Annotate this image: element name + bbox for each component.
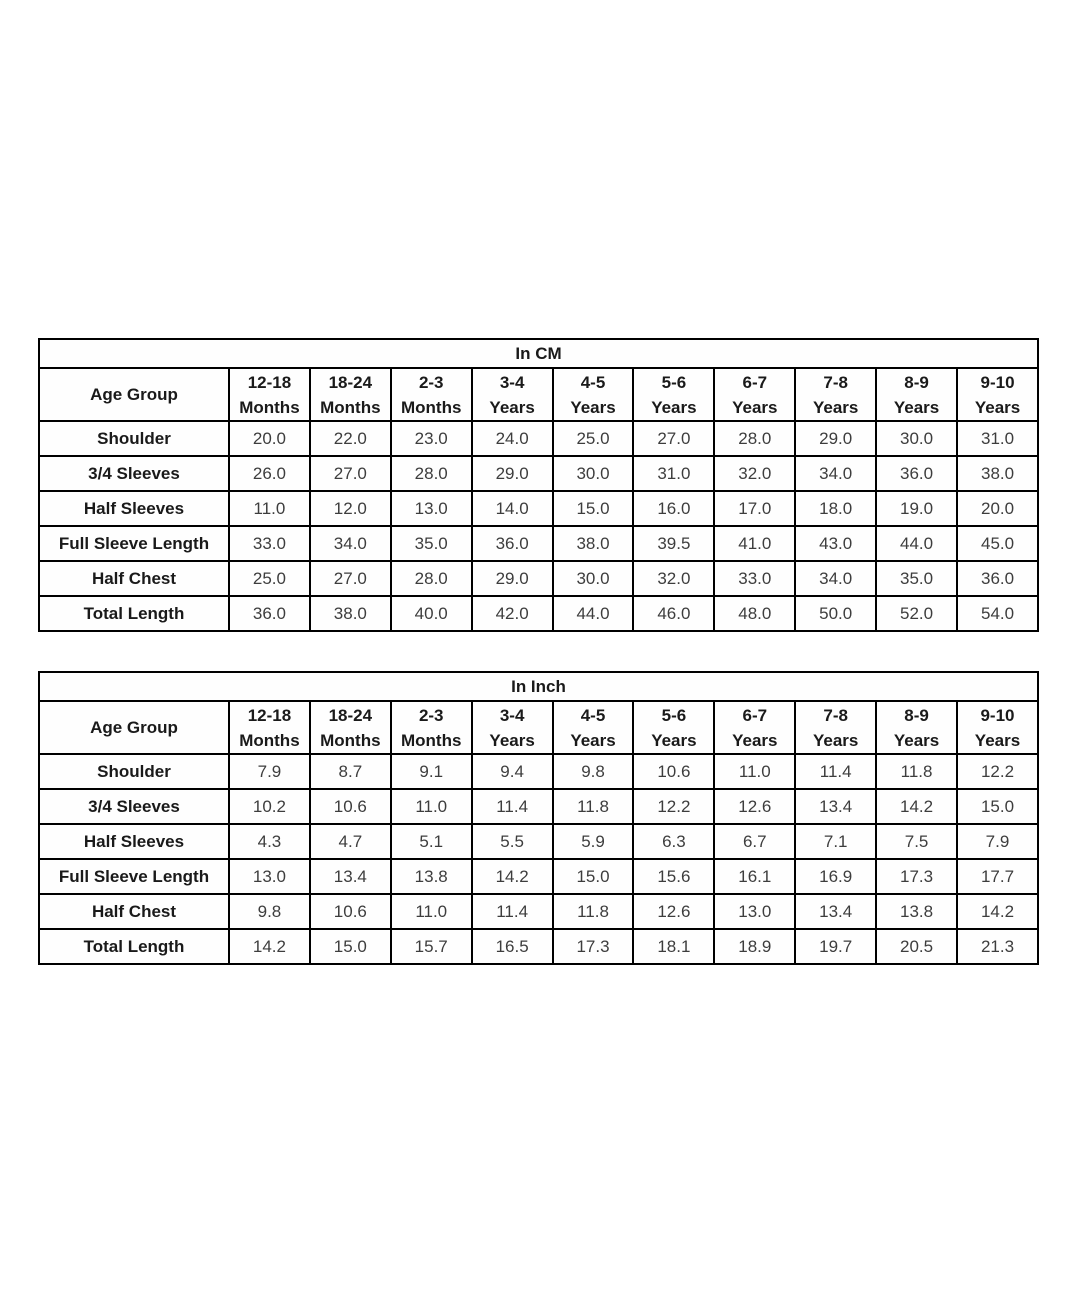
value-cell: 13.4 [310, 859, 391, 894]
value-cell: 12.6 [633, 894, 714, 929]
row-label: Half Sleeves [39, 824, 229, 859]
column-header-line2: Years [893, 397, 940, 417]
value-cell: 9.8 [553, 754, 634, 789]
value-cell: 13.0 [391, 491, 472, 526]
value-cell: 26.0 [229, 456, 310, 491]
column-header-line2: Months [239, 730, 300, 750]
value-cell: 24.0 [472, 421, 553, 456]
column-header-line2: Months [239, 397, 300, 417]
column-header-line2: Months [320, 397, 381, 417]
table-row [39, 561, 1038, 596]
value-cell: 15.0 [957, 789, 1038, 824]
row-label: 3/4 Sleeves [39, 456, 229, 491]
column-header-line2: Years [893, 730, 940, 750]
value-cell: 34.0 [795, 561, 876, 596]
value-cell: 13.4 [795, 894, 876, 929]
column-header-row [39, 368, 1038, 421]
column-header-line2: Years [489, 730, 535, 750]
value-cell: 22.0 [310, 421, 391, 456]
value-cell: 43.0 [795, 526, 876, 561]
value-cell: 27.0 [633, 421, 714, 456]
column-header-line1: 6-7 [742, 372, 768, 392]
value-cell: 11.4 [795, 754, 876, 789]
column-header [876, 701, 957, 754]
value-cell: 36.0 [876, 456, 957, 491]
value-cell: 25.0 [553, 421, 634, 456]
value-cell: 17.3 [553, 929, 634, 964]
value-cell: 38.0 [553, 526, 634, 561]
value-cell: 18.9 [714, 929, 795, 964]
table-row [39, 491, 1038, 526]
column-header-line2: Years [570, 730, 616, 750]
value-cell: 14.2 [957, 894, 1038, 929]
column-header-row [39, 701, 1038, 754]
column-header [310, 368, 391, 421]
value-cell: 27.0 [310, 561, 391, 596]
row-label: Full Sleeve Length [39, 859, 229, 894]
value-cell: 4.3 [229, 824, 310, 859]
value-cell: 44.0 [876, 526, 957, 561]
value-cell: 31.0 [633, 456, 714, 491]
value-cell: 36.0 [472, 526, 553, 561]
value-cell: 5.5 [472, 824, 553, 859]
value-cell: 11.0 [714, 754, 795, 789]
value-cell: 28.0 [391, 561, 472, 596]
value-cell: 13.4 [795, 789, 876, 824]
value-cell: 6.7 [714, 824, 795, 859]
column-header-line1: 4-5 [580, 372, 606, 392]
column-header-line2: Months [401, 397, 462, 417]
column-header-line2: Months [401, 730, 462, 750]
value-cell: 52.0 [876, 596, 957, 631]
table-row [39, 789, 1038, 824]
column-header-line1: 5-6 [661, 372, 687, 392]
column-header [795, 701, 876, 754]
value-cell: 36.0 [957, 561, 1038, 596]
value-cell: 29.0 [795, 421, 876, 456]
table-title: In CM [39, 339, 1038, 368]
value-cell: 14.2 [876, 789, 957, 824]
value-cell: 7.5 [876, 824, 957, 859]
value-cell: 16.5 [472, 929, 553, 964]
value-cell: 29.0 [472, 561, 553, 596]
value-cell: 10.6 [310, 789, 391, 824]
column-header [795, 368, 876, 421]
value-cell: 14.2 [229, 929, 310, 964]
value-cell: 54.0 [957, 596, 1038, 631]
table-row [39, 754, 1038, 789]
column-header-line1: 12-18 [247, 705, 292, 725]
column-header [391, 701, 472, 754]
value-cell: 45.0 [957, 526, 1038, 561]
value-cell: 42.0 [472, 596, 553, 631]
value-cell: 19.0 [876, 491, 957, 526]
table-row [39, 929, 1038, 964]
row-label: Total Length [39, 929, 229, 964]
table-title-row [39, 339, 1038, 368]
table-row [39, 526, 1038, 561]
value-cell: 27.0 [310, 456, 391, 491]
row-label: Half Chest [39, 561, 229, 596]
column-header [229, 701, 310, 754]
column-header-line1: 8-9 [904, 372, 929, 392]
value-cell: 44.0 [553, 596, 634, 631]
value-cell: 13.8 [876, 894, 957, 929]
value-cell: 30.0 [553, 561, 634, 596]
value-cell: 28.0 [391, 456, 472, 491]
value-cell: 18.0 [795, 491, 876, 526]
value-cell: 20.5 [876, 929, 957, 964]
value-cell: 9.8 [229, 894, 310, 929]
value-cell: 32.0 [714, 456, 795, 491]
value-cell: 48.0 [714, 596, 795, 631]
size-table-cm [38, 338, 1039, 632]
column-header-line2: Years [974, 397, 1021, 417]
value-cell: 5.1 [391, 824, 472, 859]
column-header-line1: 18-24 [328, 705, 373, 725]
column-header-line1: 9-10 [980, 705, 1015, 725]
column-header-line1: 12-18 [247, 372, 292, 392]
column-header-line2: Months [320, 730, 381, 750]
age-group-header: Age Group [39, 368, 229, 421]
value-cell: 39.5 [633, 526, 714, 561]
value-cell: 11.8 [553, 789, 634, 824]
value-cell: 25.0 [229, 561, 310, 596]
column-header-line2: Years [651, 730, 697, 750]
column-header [472, 368, 553, 421]
table-row [39, 859, 1038, 894]
column-header-line1: 7-8 [823, 372, 848, 392]
value-cell: 12.2 [633, 789, 714, 824]
value-cell: 15.7 [391, 929, 472, 964]
value-cell: 50.0 [795, 596, 876, 631]
value-cell: 19.7 [795, 929, 876, 964]
value-cell: 23.0 [391, 421, 472, 456]
value-cell: 11.0 [391, 789, 472, 824]
column-header [633, 701, 714, 754]
value-cell: 33.0 [714, 561, 795, 596]
column-header-line2: Years [732, 730, 778, 750]
value-cell: 12.6 [714, 789, 795, 824]
column-header-line2: Years [732, 397, 778, 417]
column-header-line1: 2-3 [418, 705, 444, 725]
value-cell: 17.3 [876, 859, 957, 894]
size-table-inch [38, 671, 1039, 965]
value-cell: 35.0 [391, 526, 472, 561]
value-cell: 11.0 [229, 491, 310, 526]
table-row [39, 456, 1038, 491]
column-header [714, 701, 795, 754]
column-header-line1: 8-9 [904, 705, 929, 725]
row-label: Shoulder [39, 754, 229, 789]
value-cell: 9.1 [391, 754, 472, 789]
value-cell: 17.7 [957, 859, 1038, 894]
value-cell: 38.0 [310, 596, 391, 631]
column-header-line2: Years [812, 397, 859, 417]
value-cell: 13.0 [229, 859, 310, 894]
table-row [39, 894, 1038, 929]
value-cell: 10.6 [310, 894, 391, 929]
value-cell: 5.9 [553, 824, 634, 859]
value-cell: 13.0 [714, 894, 795, 929]
value-cell: 34.0 [795, 456, 876, 491]
table-title-row [39, 672, 1038, 701]
column-header-line2: Years [570, 397, 616, 417]
value-cell: 9.4 [472, 754, 553, 789]
value-cell: 17.0 [714, 491, 795, 526]
column-header [472, 701, 553, 754]
value-cell: 7.9 [957, 824, 1038, 859]
column-header [714, 368, 795, 421]
table-row [39, 596, 1038, 631]
value-cell: 8.7 [310, 754, 391, 789]
row-label: Half Sleeves [39, 491, 229, 526]
value-cell: 34.0 [310, 526, 391, 561]
value-cell: 15.6 [633, 859, 714, 894]
value-cell: 20.0 [957, 491, 1038, 526]
column-header-line2: Years [812, 730, 859, 750]
value-cell: 12.2 [957, 754, 1038, 789]
column-header [957, 368, 1038, 421]
value-cell: 13.8 [391, 859, 472, 894]
value-cell: 11.4 [472, 894, 553, 929]
value-cell: 20.0 [229, 421, 310, 456]
value-cell: 28.0 [714, 421, 795, 456]
value-cell: 7.9 [229, 754, 310, 789]
value-cell: 21.3 [957, 929, 1038, 964]
column-header-line1: 2-3 [418, 372, 444, 392]
value-cell: 14.2 [472, 859, 553, 894]
value-cell: 31.0 [957, 421, 1038, 456]
table-row [39, 421, 1038, 456]
value-cell: 14.0 [472, 491, 553, 526]
column-header [876, 368, 957, 421]
value-cell: 36.0 [229, 596, 310, 631]
value-cell: 16.9 [795, 859, 876, 894]
value-cell: 16.0 [633, 491, 714, 526]
value-cell: 6.3 [633, 824, 714, 859]
value-cell: 11.8 [553, 894, 634, 929]
value-cell: 40.0 [391, 596, 472, 631]
value-cell: 4.7 [310, 824, 391, 859]
column-header-line1: 9-10 [980, 372, 1015, 392]
column-header [229, 368, 310, 421]
column-header [957, 701, 1038, 754]
value-cell: 15.0 [553, 859, 634, 894]
age-group-header: Age Group [39, 701, 229, 754]
column-header-line1: 5-6 [661, 705, 687, 725]
value-cell: 12.0 [310, 491, 391, 526]
value-cell: 46.0 [633, 596, 714, 631]
value-cell: 7.1 [795, 824, 876, 859]
column-header [310, 701, 391, 754]
column-header [391, 368, 472, 421]
value-cell: 11.8 [876, 754, 957, 789]
value-cell: 38.0 [957, 456, 1038, 491]
value-cell: 11.4 [472, 789, 553, 824]
table-row [39, 824, 1038, 859]
column-header-line1: 6-7 [742, 705, 768, 725]
value-cell: 35.0 [876, 561, 957, 596]
row-label: Total Length [39, 596, 229, 631]
value-cell: 30.0 [876, 421, 957, 456]
column-header-line1: 4-5 [580, 705, 606, 725]
row-label: Shoulder [39, 421, 229, 456]
value-cell: 29.0 [472, 456, 553, 491]
value-cell: 10.2 [229, 789, 310, 824]
value-cell: 18.1 [633, 929, 714, 964]
row-label: Half Chest [39, 894, 229, 929]
value-cell: 11.0 [391, 894, 472, 929]
value-cell: 15.0 [310, 929, 391, 964]
column-header-line1: 7-8 [823, 705, 848, 725]
value-cell: 16.1 [714, 859, 795, 894]
column-header [553, 701, 634, 754]
tables-wrap [38, 338, 1037, 965]
table-title: In Inch [39, 672, 1038, 701]
value-cell: 32.0 [633, 561, 714, 596]
column-header-line2: Years [974, 730, 1021, 750]
column-header-line2: Years [651, 397, 697, 417]
column-header-line1: 18-24 [328, 372, 373, 392]
value-cell: 15.0 [553, 491, 634, 526]
column-header [633, 368, 714, 421]
value-cell: 10.6 [633, 754, 714, 789]
row-label: Full Sleeve Length [39, 526, 229, 561]
column-header-line1: 3-4 [499, 372, 525, 392]
column-header [553, 368, 634, 421]
row-label: 3/4 Sleeves [39, 789, 229, 824]
value-cell: 33.0 [229, 526, 310, 561]
column-header-line1: 3-4 [499, 705, 525, 725]
value-cell: 30.0 [553, 456, 634, 491]
column-header-line2: Years [489, 397, 535, 417]
value-cell: 41.0 [714, 526, 795, 561]
